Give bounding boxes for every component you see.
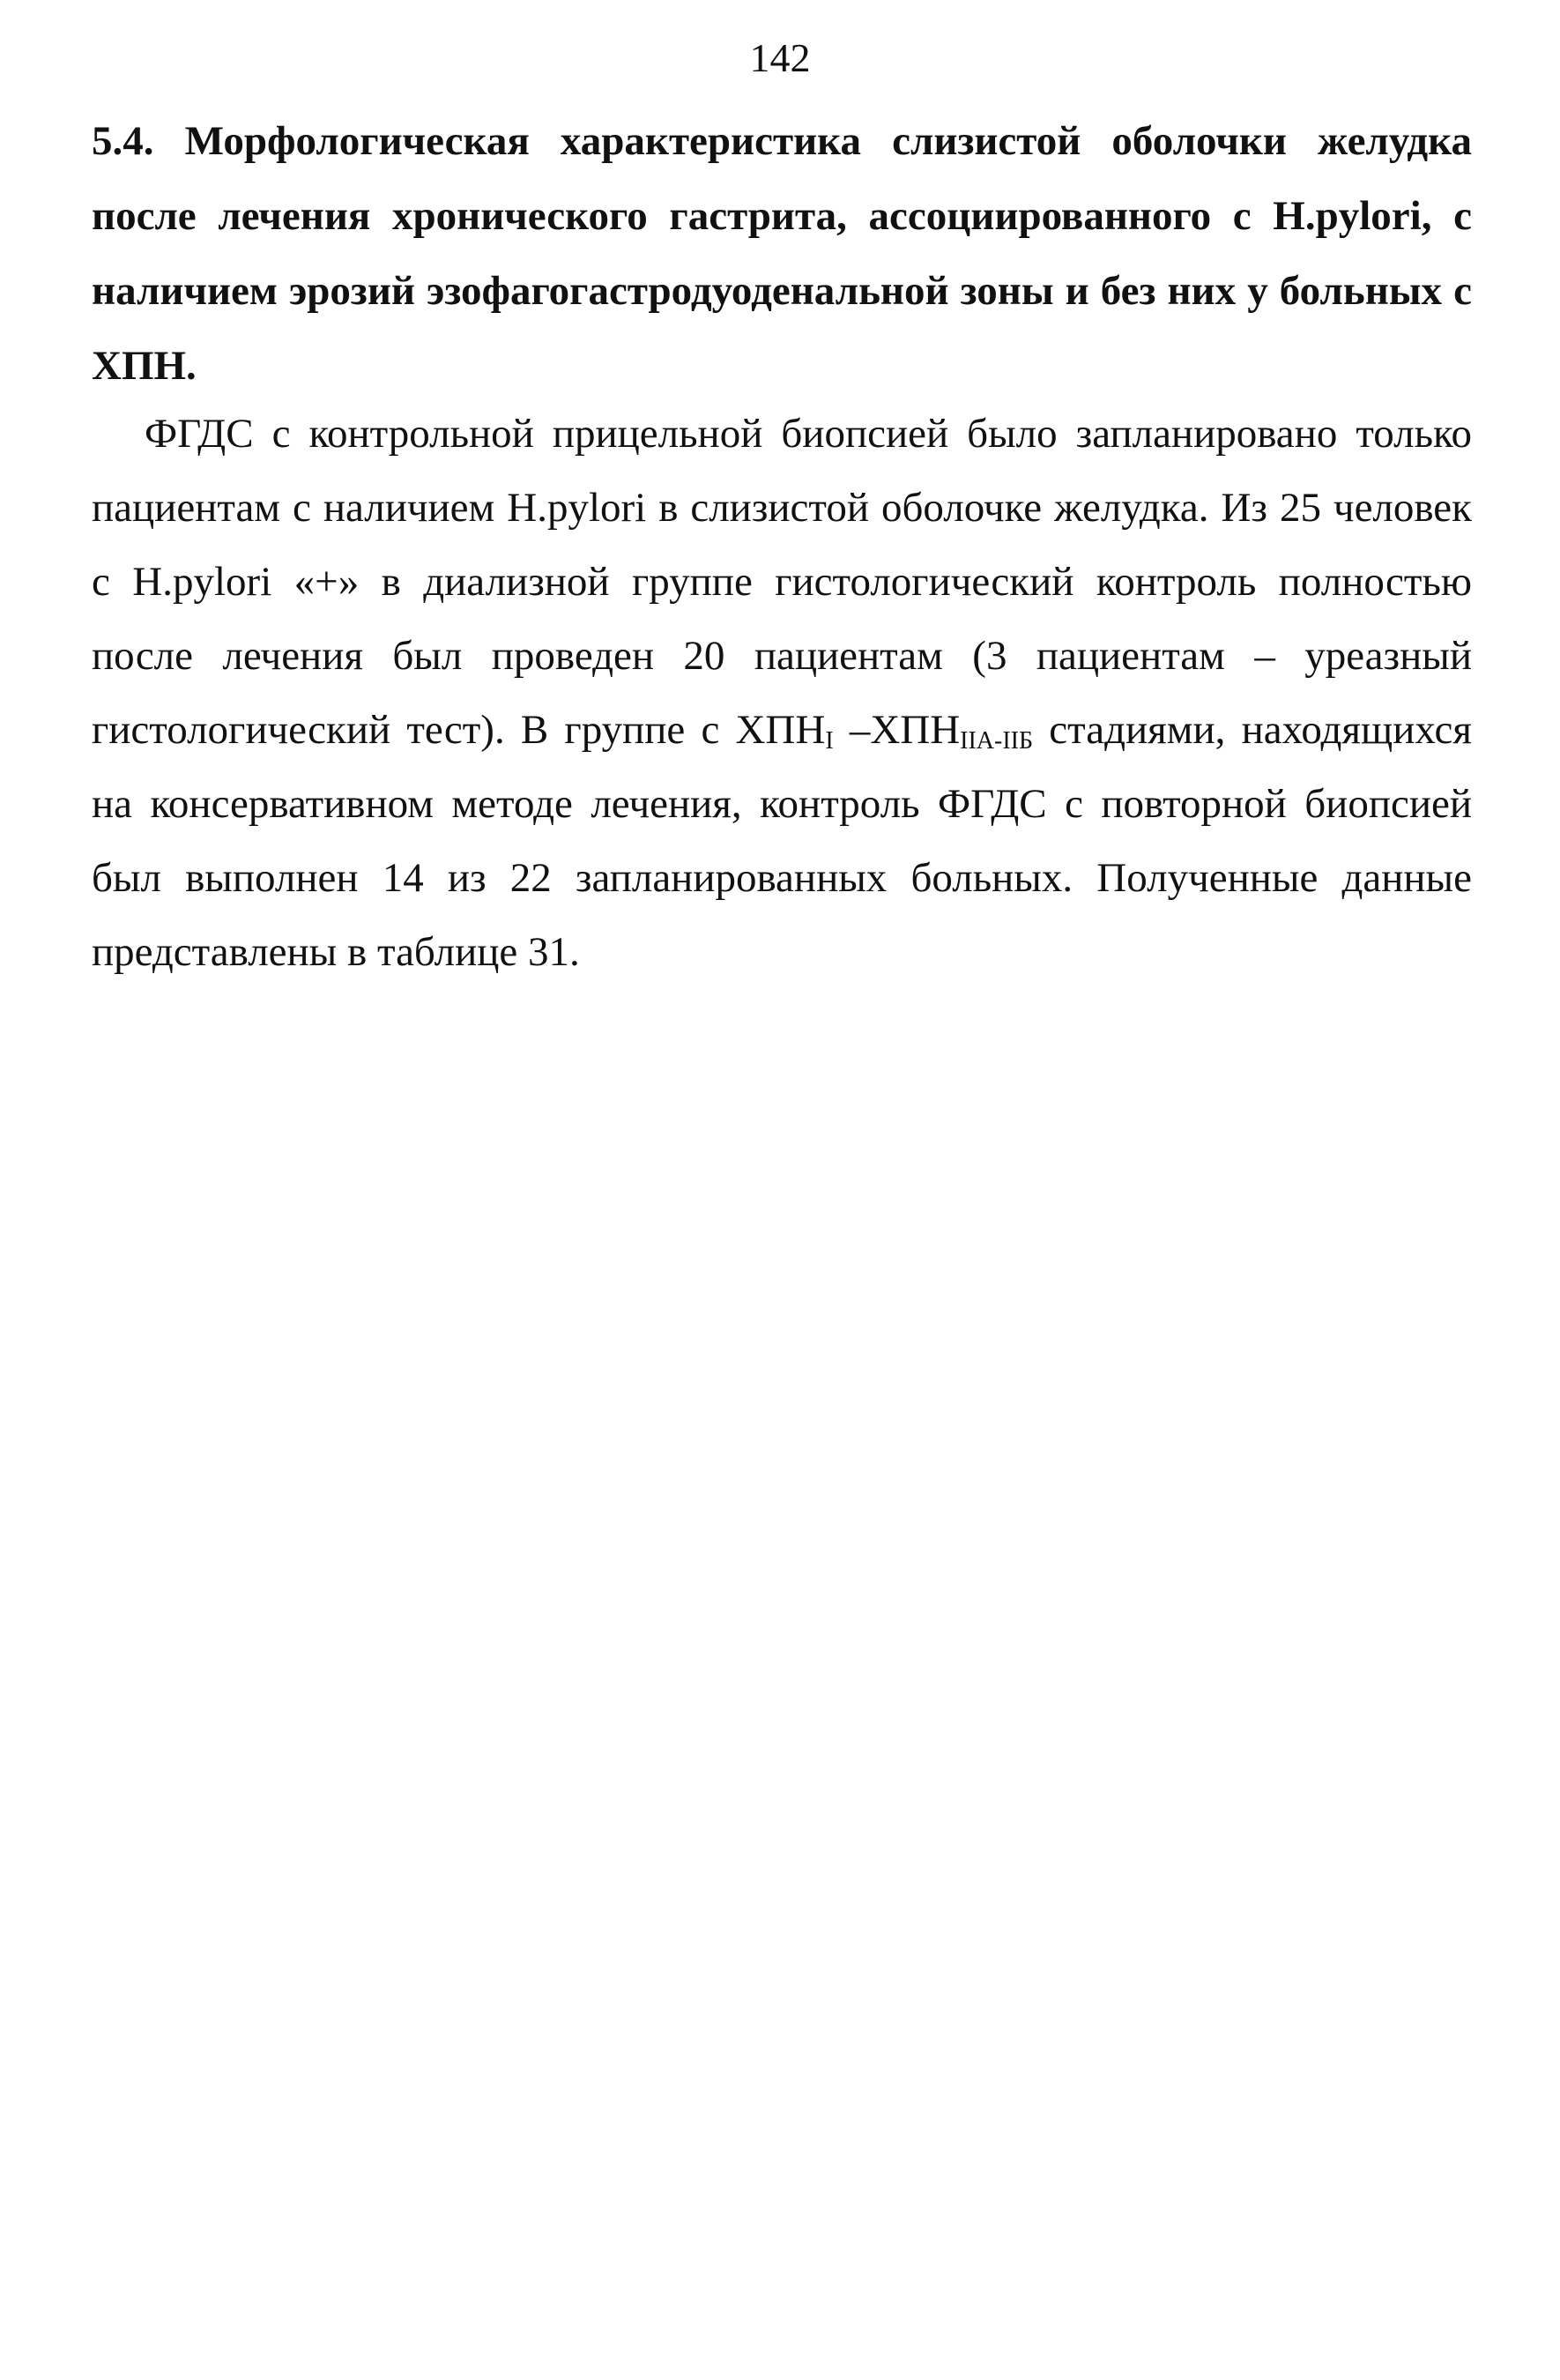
- stage-subscript-1: I: [825, 727, 834, 755]
- paragraph-text-part-1: ФГДС с контрольной прицельной биопсией было запланировано только пациентам с наличием H.pylori в слизистой оболочке желудка. Из 25 человек с H.pylori «+» в диализной группе гистологический контроль полностью после лечения был проведен 20 пациентам (3 пациентам – уреазный гистологический тест). В группе с ХПН: [92, 411, 1472, 753]
- page-number: 142: [749, 35, 811, 80]
- paragraph-text-part-2: –ХПН: [833, 707, 961, 753]
- paragraph-text-part-3: стадиями, находящихся на консервативном методе лечения, контроль ФГДС с повторной биопсией был выполнен 14 из 22 запланированных больных. Полученные данные представлены в таблице 31.: [92, 707, 1472, 975]
- stage-subscript-2: IIА-IIБ: [960, 727, 1034, 755]
- body-paragraph: [92, 397, 1472, 989]
- section-heading: 5.4. Морфологическая характеристика слизистой оболочки желудка после лечения хронического гастрита, ассоциированного с H.pylori, с наличием эрозий эзофагогастродуоденальной зоны и без них у больных с ХПН.: [92, 118, 1472, 389]
